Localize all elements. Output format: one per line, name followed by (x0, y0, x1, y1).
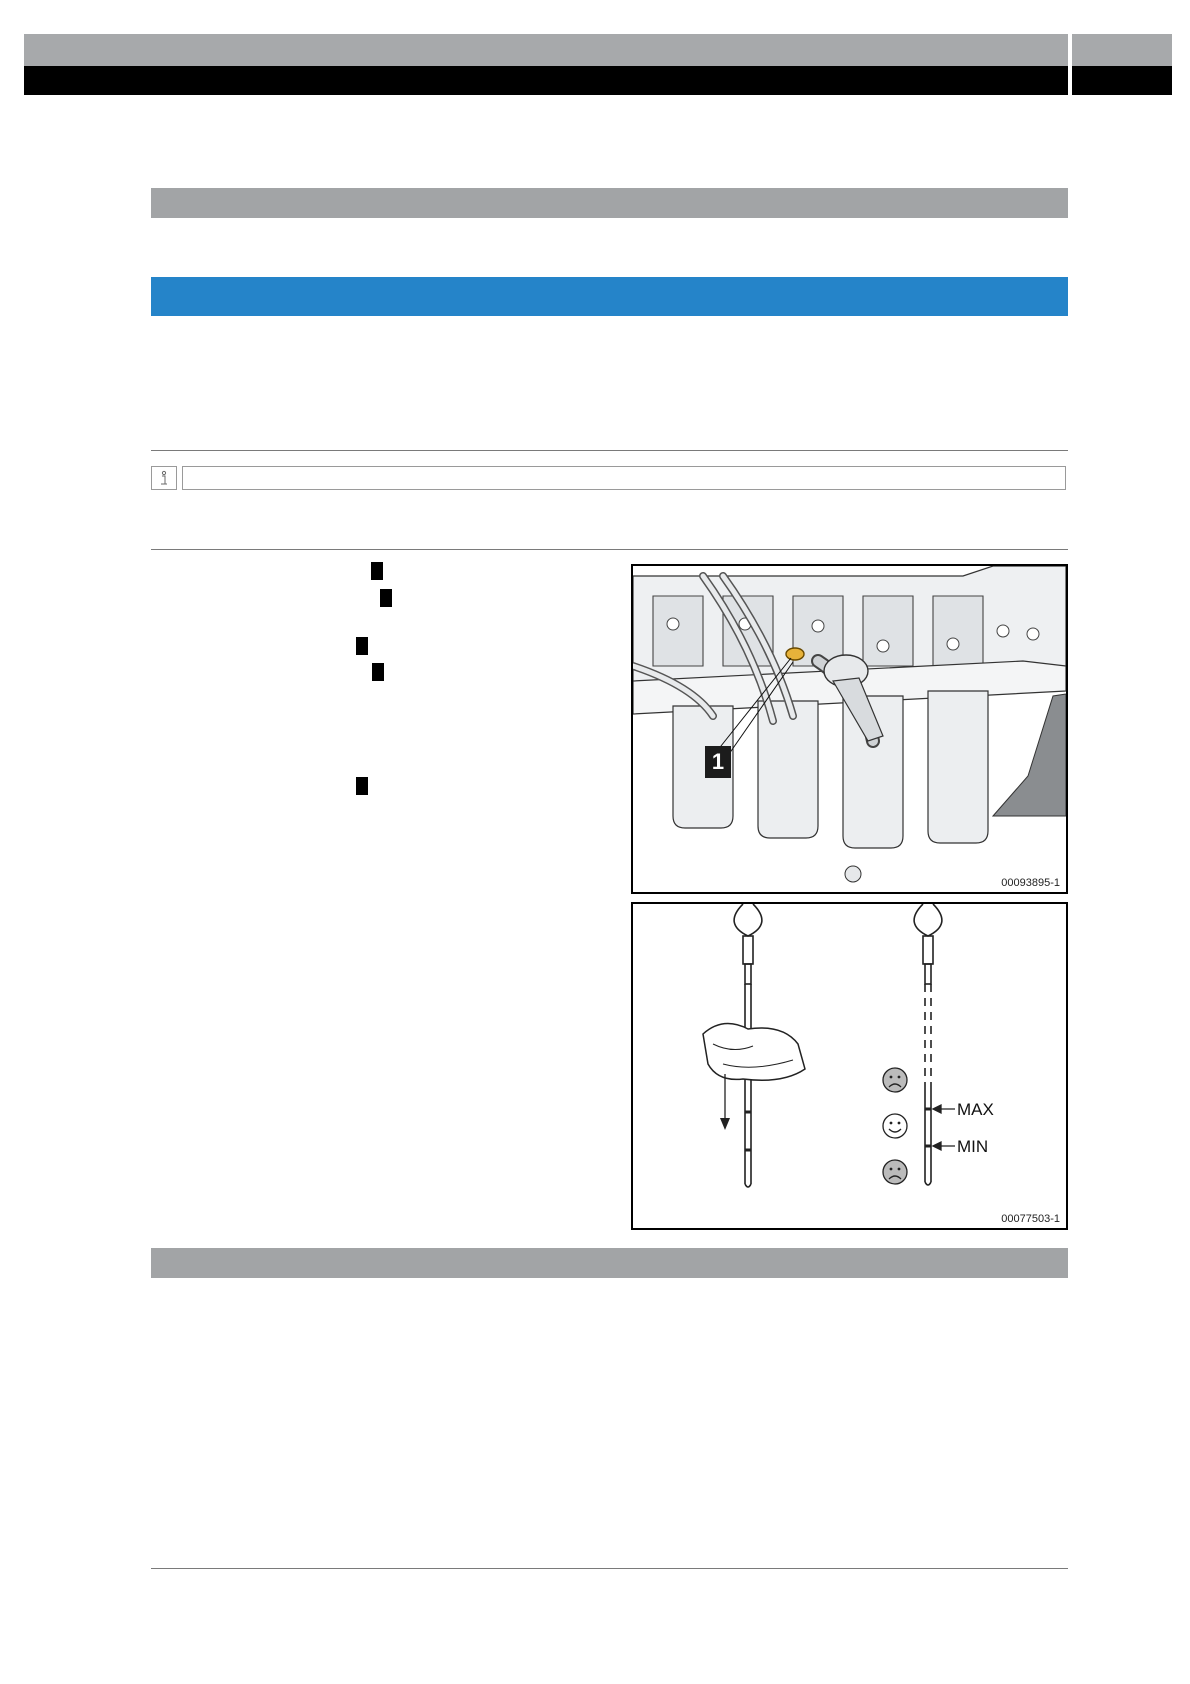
divider (151, 450, 1068, 451)
smiley-face-icon (883, 1114, 907, 1138)
divider (151, 549, 1068, 550)
sad-face-icon (883, 1160, 907, 1184)
header-bar-black-right (1072, 66, 1172, 95)
figure-code: 00077503-1 (1001, 1213, 1060, 1225)
step-callout-marker (371, 562, 383, 580)
footer-divider (151, 1568, 1068, 1569)
step-callout-marker (372, 663, 384, 681)
step-callout-marker (356, 637, 368, 655)
figure-engine-dipstick (631, 564, 1068, 894)
info-icon (151, 466, 177, 490)
procedure-title-bar (151, 277, 1068, 316)
min-label: MIN (957, 1137, 989, 1156)
section-title-bar (151, 188, 1068, 218)
info-note-box (182, 466, 1066, 490)
header-bar-gray (24, 34, 1068, 66)
max-label: MAX (957, 1100, 994, 1119)
figure-code: 00093895-1 (1001, 877, 1060, 889)
figure-dipstick-levels (631, 902, 1068, 1230)
header-bar-black (24, 66, 1068, 95)
step-callout-marker (356, 777, 368, 795)
step-callout-marker (380, 589, 392, 607)
section-title-bar (151, 1248, 1068, 1278)
dipstick-illustration (633, 904, 1066, 1228)
sad-face-icon (883, 1068, 907, 1092)
engine-illustration (633, 566, 1066, 892)
header-bar-gray-right (1072, 34, 1172, 66)
figure-callout-1: 1 (705, 746, 731, 778)
